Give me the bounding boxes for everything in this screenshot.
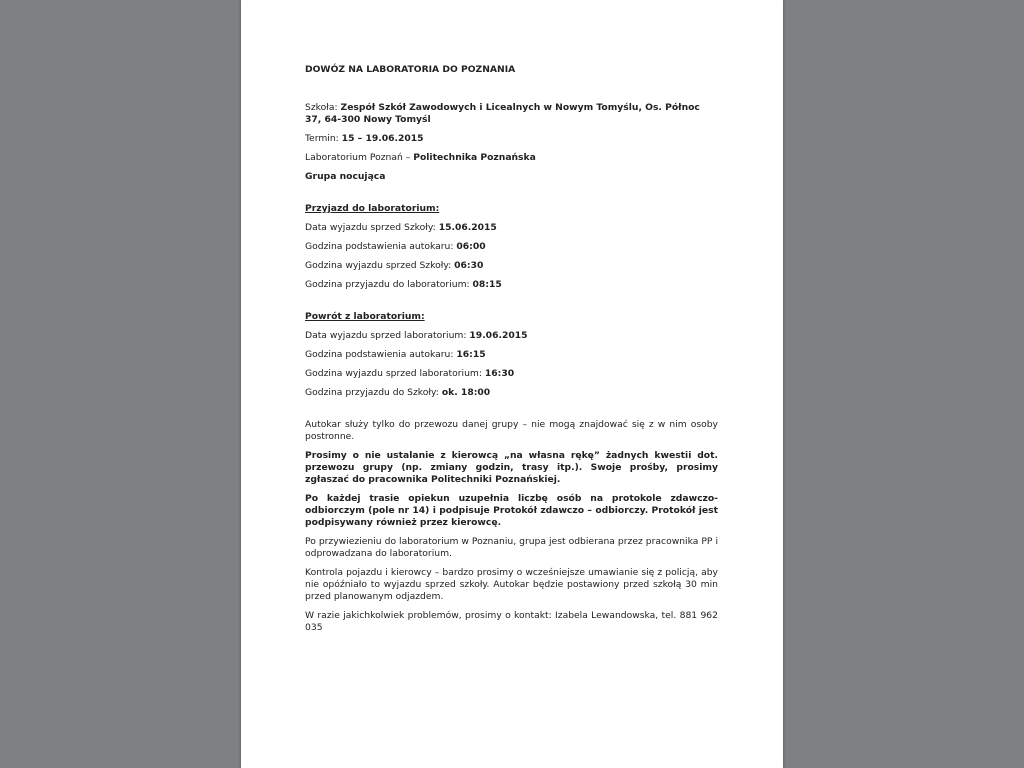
lab-label: Laboratorium Poznań – [305, 152, 414, 163]
school-value: Zespół Szkół Zawodowych i Licealnych w Nowym Tomyślu, Os. Północ 37, 64-300 Nowy Tomyśl [305, 102, 700, 125]
arrival-label: Godzina przyjazdu do laboratorium: [305, 279, 473, 290]
arrival-value: 15.06.2015 [438, 222, 497, 233]
school-line [305, 102, 718, 126]
lab-line [305, 152, 718, 164]
return-label: Godzina przyjazdu do Szkoły: [305, 387, 442, 398]
arrival-value: 08:15 [472, 279, 502, 290]
term-value: 15 – 19.06.2015 [341, 133, 424, 144]
spacer [305, 190, 718, 203]
spacer [305, 406, 718, 419]
document-title: DOWÓZ NA LABORATORIA DO POZNANIA [305, 64, 516, 75]
return-row [305, 368, 718, 380]
page-content [305, 64, 718, 641]
arrival-label: Godzina podstawienia autokaru: [305, 241, 457, 252]
return-label: Data wyjazdu sprzed laboratorium: [305, 330, 470, 341]
return-heading: Powrót z laboratorium: [305, 311, 425, 322]
arrival-row [305, 279, 718, 291]
term-line [305, 133, 718, 145]
arrival-value: 06:30 [454, 260, 484, 271]
arrival-row [305, 241, 718, 253]
arrival-row [305, 222, 718, 234]
return-row [305, 349, 718, 361]
return-label: Godzina wyjazdu sprzed laboratorium: [305, 368, 485, 379]
contact-paragraph: W razie jakichkolwiek problemów, prosimy o kontakt: Izabela Lewandowska, tel. 881 962 035 [305, 610, 718, 633]
school-label: Szkoła: [305, 102, 341, 113]
return-value: 19.06.2015 [469, 330, 528, 341]
return-row [305, 330, 718, 342]
note-paragraph: Autokar służy tylko do przewozu danej grupy – nie mogą znajdować się z w nim osoby postronne. [305, 419, 718, 442]
arrival-value: 06:00 [456, 241, 486, 252]
arrival-row [305, 260, 718, 272]
note-paragraph: Kontrola pojazdu i kierowcy – bardzo prosimy o wcześniejsze umawianie się z policją, aby nie opóźniało to wyjazdu sprzed szkoły. Autokar będzie postawiony przed szkołą 30 min przed planowanym odjazdem. [305, 567, 718, 602]
arrival-heading: Przyjazd do laboratorium: [305, 203, 440, 214]
term-label: Termin: [305, 133, 342, 144]
document-page [241, 0, 783, 768]
return-value: 16:30 [484, 368, 515, 379]
spacer [305, 298, 718, 311]
return-value: ok. 18:00 [441, 387, 491, 398]
note-paragraph: Prosimy o nie ustalanie z kierowcą „na własna rękę” żadnych kwestii dot. przewozu grupy (np. zmiany godzin, trasy itp.). Swoje prośby, prosimy zgłaszać do pracownika Politechniki Poznańskiej. [305, 450, 718, 485]
note-paragraph: Po przywiezieniu do laboratorium w Poznaniu, grupa jest odbierana przez pracownika PP i odprowadzana do laboratorium. [305, 536, 718, 559]
lab-value: Politechnika Poznańska [413, 152, 536, 163]
arrival-label: Data wyjazdu sprzed Szkoły: [305, 222, 439, 233]
arrival-label: Godzina wyjazdu sprzed Szkoły: [305, 260, 455, 271]
return-value: 16:15 [456, 349, 486, 360]
note-paragraph: Po każdej trasie opiekun uzupełnia liczbę osób na protokole zdawczo-odbiorczym (pole nr 14) i podpisuje Protokół zdawczo – odbiorczy. Protokół jest podpisywany również przez kierowcę. [305, 493, 718, 528]
return-row [305, 387, 718, 399]
group-line: Grupa nocująca [305, 171, 386, 182]
return-label: Godzina podstawienia autokaru: [305, 349, 457, 360]
